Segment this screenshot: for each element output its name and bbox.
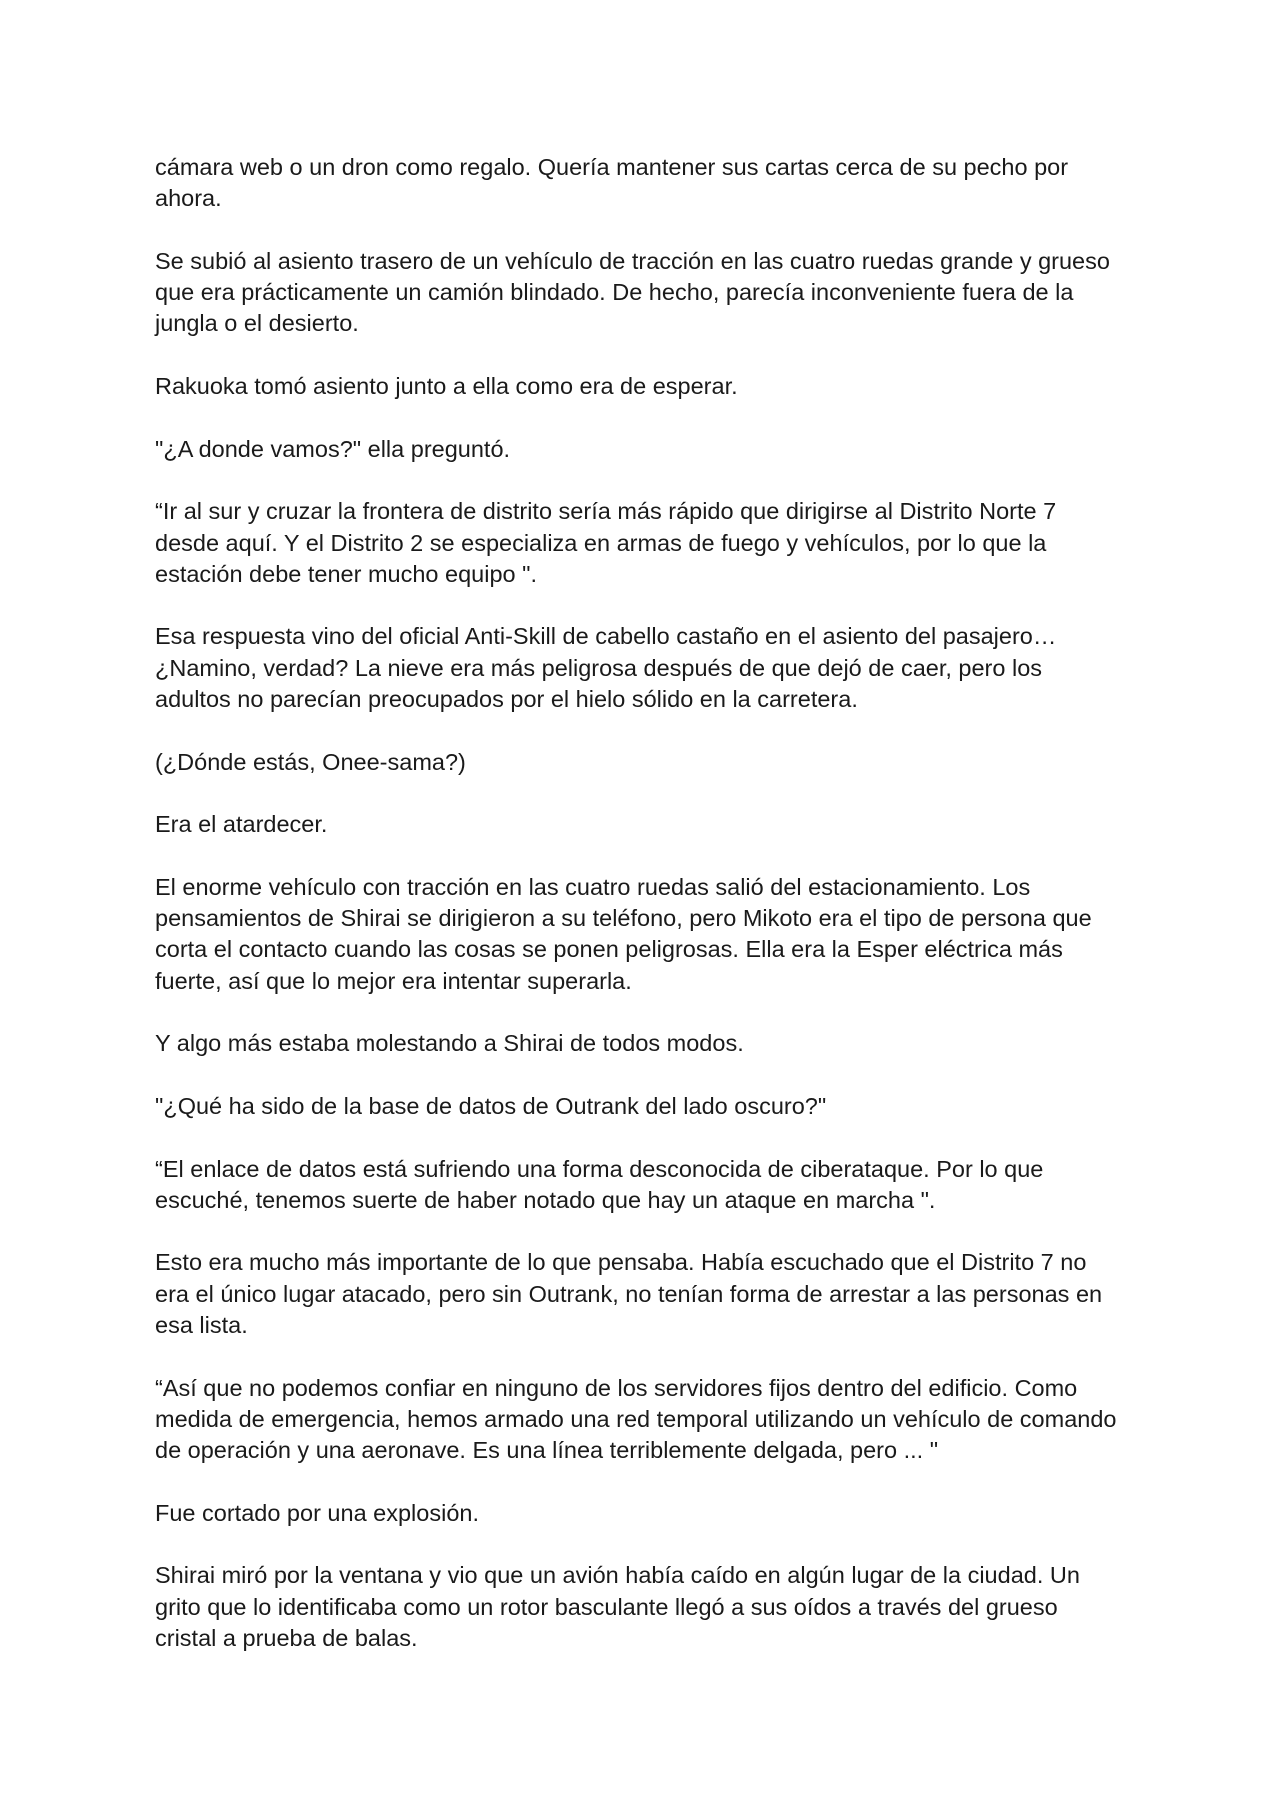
text-line: Fue cortado por una explosión. <box>155 1499 479 1526</box>
paragraph <box>155 621 1155 715</box>
text-line: escuché, tenemos suerte de haber notado que hay un ataque en marcha ". <box>155 1186 936 1213</box>
text-line: El enorme vehículo con tracción en las cuatro ruedas salió del estacionamiento. Los <box>155 873 1031 900</box>
paragraph <box>155 1498 1155 1529</box>
paragraph <box>155 1373 1155 1467</box>
text-line: Esa respuesta vino del oficial Anti-Skill de cabello castaño en el asiento del pasajero… <box>155 623 1057 650</box>
text-line: Shirai miró por la ventana y vio que un avión había caído en algún lugar de la ciudad. Un <box>155 1562 1080 1589</box>
text-line: Se subió al asiento trasero de un vehículo de tracción en las cuatro ruedas grande y grueso <box>155 247 1110 274</box>
paragraph <box>155 1028 1155 1059</box>
paragraph <box>155 246 1155 340</box>
text-line: esa lista. <box>155 1311 248 1338</box>
text-line: adultos no parecían preocupados por el hielo sólido en la carretera. <box>155 686 858 713</box>
paragraph <box>155 747 1155 778</box>
text-line: ¿Namino, verdad? La nieve era más peligrosa después de que dejó de caer, pero los <box>155 654 1043 681</box>
document-page <box>155 152 1155 1686</box>
paragraph <box>155 152 1155 215</box>
text-line: "¿Qué ha sido de la base de datos de Outrank del lado oscuro?" <box>155 1092 827 1119</box>
text-line: Esto era mucho más importante de lo que pensaba. Había escuchado que el Distrito 7 no <box>155 1249 1087 1276</box>
paragraph <box>155 371 1155 402</box>
text-line: pensamientos de Shirai se dirigieron a su teléfono, pero Mikoto era el tipo de persona que <box>155 905 1092 932</box>
text-line: “El enlace de datos está sufriendo una forma desconocida de ciberataque. Por lo que <box>155 1155 1044 1182</box>
text-line: "¿A donde vamos?" ella preguntó. <box>155 435 511 462</box>
text-line: de operación y una aeronave. Es una línea terriblemente delgada, pero ... " <box>155 1437 939 1464</box>
text-line: corta el contacto cuando las cosas se ponen peligrosas. Ella era la Esper eléctrica más <box>155 936 1063 963</box>
text-line: que era prácticamente un camión blindado. De hecho, parecía inconveniente fuera de la <box>155 279 1074 306</box>
text-line: “Ir al sur y cruzar la frontera de distrito sería más rápido que dirigirse al Distrito Norte 7 <box>155 498 1057 525</box>
text-line: ahora. <box>155 185 222 212</box>
text-line: fuerte, así que lo mejor era intentar superarla. <box>155 967 632 994</box>
paragraph <box>155 872 1155 997</box>
text-line: jungla o el desierto. <box>155 310 359 337</box>
paragraph <box>155 1091 1155 1122</box>
text-line: “Así que no podemos confiar en ninguno de los servidores fijos dentro del edificio. Como <box>155 1374 1078 1401</box>
text-line: Era el atardecer. <box>155 811 328 838</box>
paragraph <box>155 496 1155 590</box>
text-line: (¿Dónde estás, Onee-sama?) <box>155 748 466 775</box>
text-line: medida de emergencia, hemos armado una red temporal utilizando un vehículo de comando <box>155 1405 1117 1432</box>
text-line: estación debe tener mucho equipo ". <box>155 560 537 587</box>
paragraph <box>155 1154 1155 1217</box>
text-line: cámara web o un dron como regalo. Quería mantener sus cartas cerca de su pecho por <box>155 154 1069 180</box>
paragraph <box>155 809 1155 840</box>
paragraph <box>155 1560 1155 1654</box>
text-line: grito que lo identificaba como un rotor basculante llegó a sus oídos a través del grueso <box>155 1593 1058 1620</box>
text-line: Y algo más estaba molestando a Shirai de todos modos. <box>155 1030 744 1057</box>
text-line: Rakuoka tomó asiento junto a ella como era de esperar. <box>155 373 738 400</box>
paragraph <box>155 434 1155 465</box>
text-line: era el único lugar atacado, pero sin Outrank, no tenían forma de arrestar a las personas en <box>155 1280 1103 1307</box>
text-line: cristal a prueba de balas. <box>155 1624 418 1651</box>
text-line: desde aquí. Y el Distrito 2 se especializa en armas de fuego y vehículos, por lo que la <box>155 529 1047 556</box>
paragraph <box>155 1247 1155 1341</box>
